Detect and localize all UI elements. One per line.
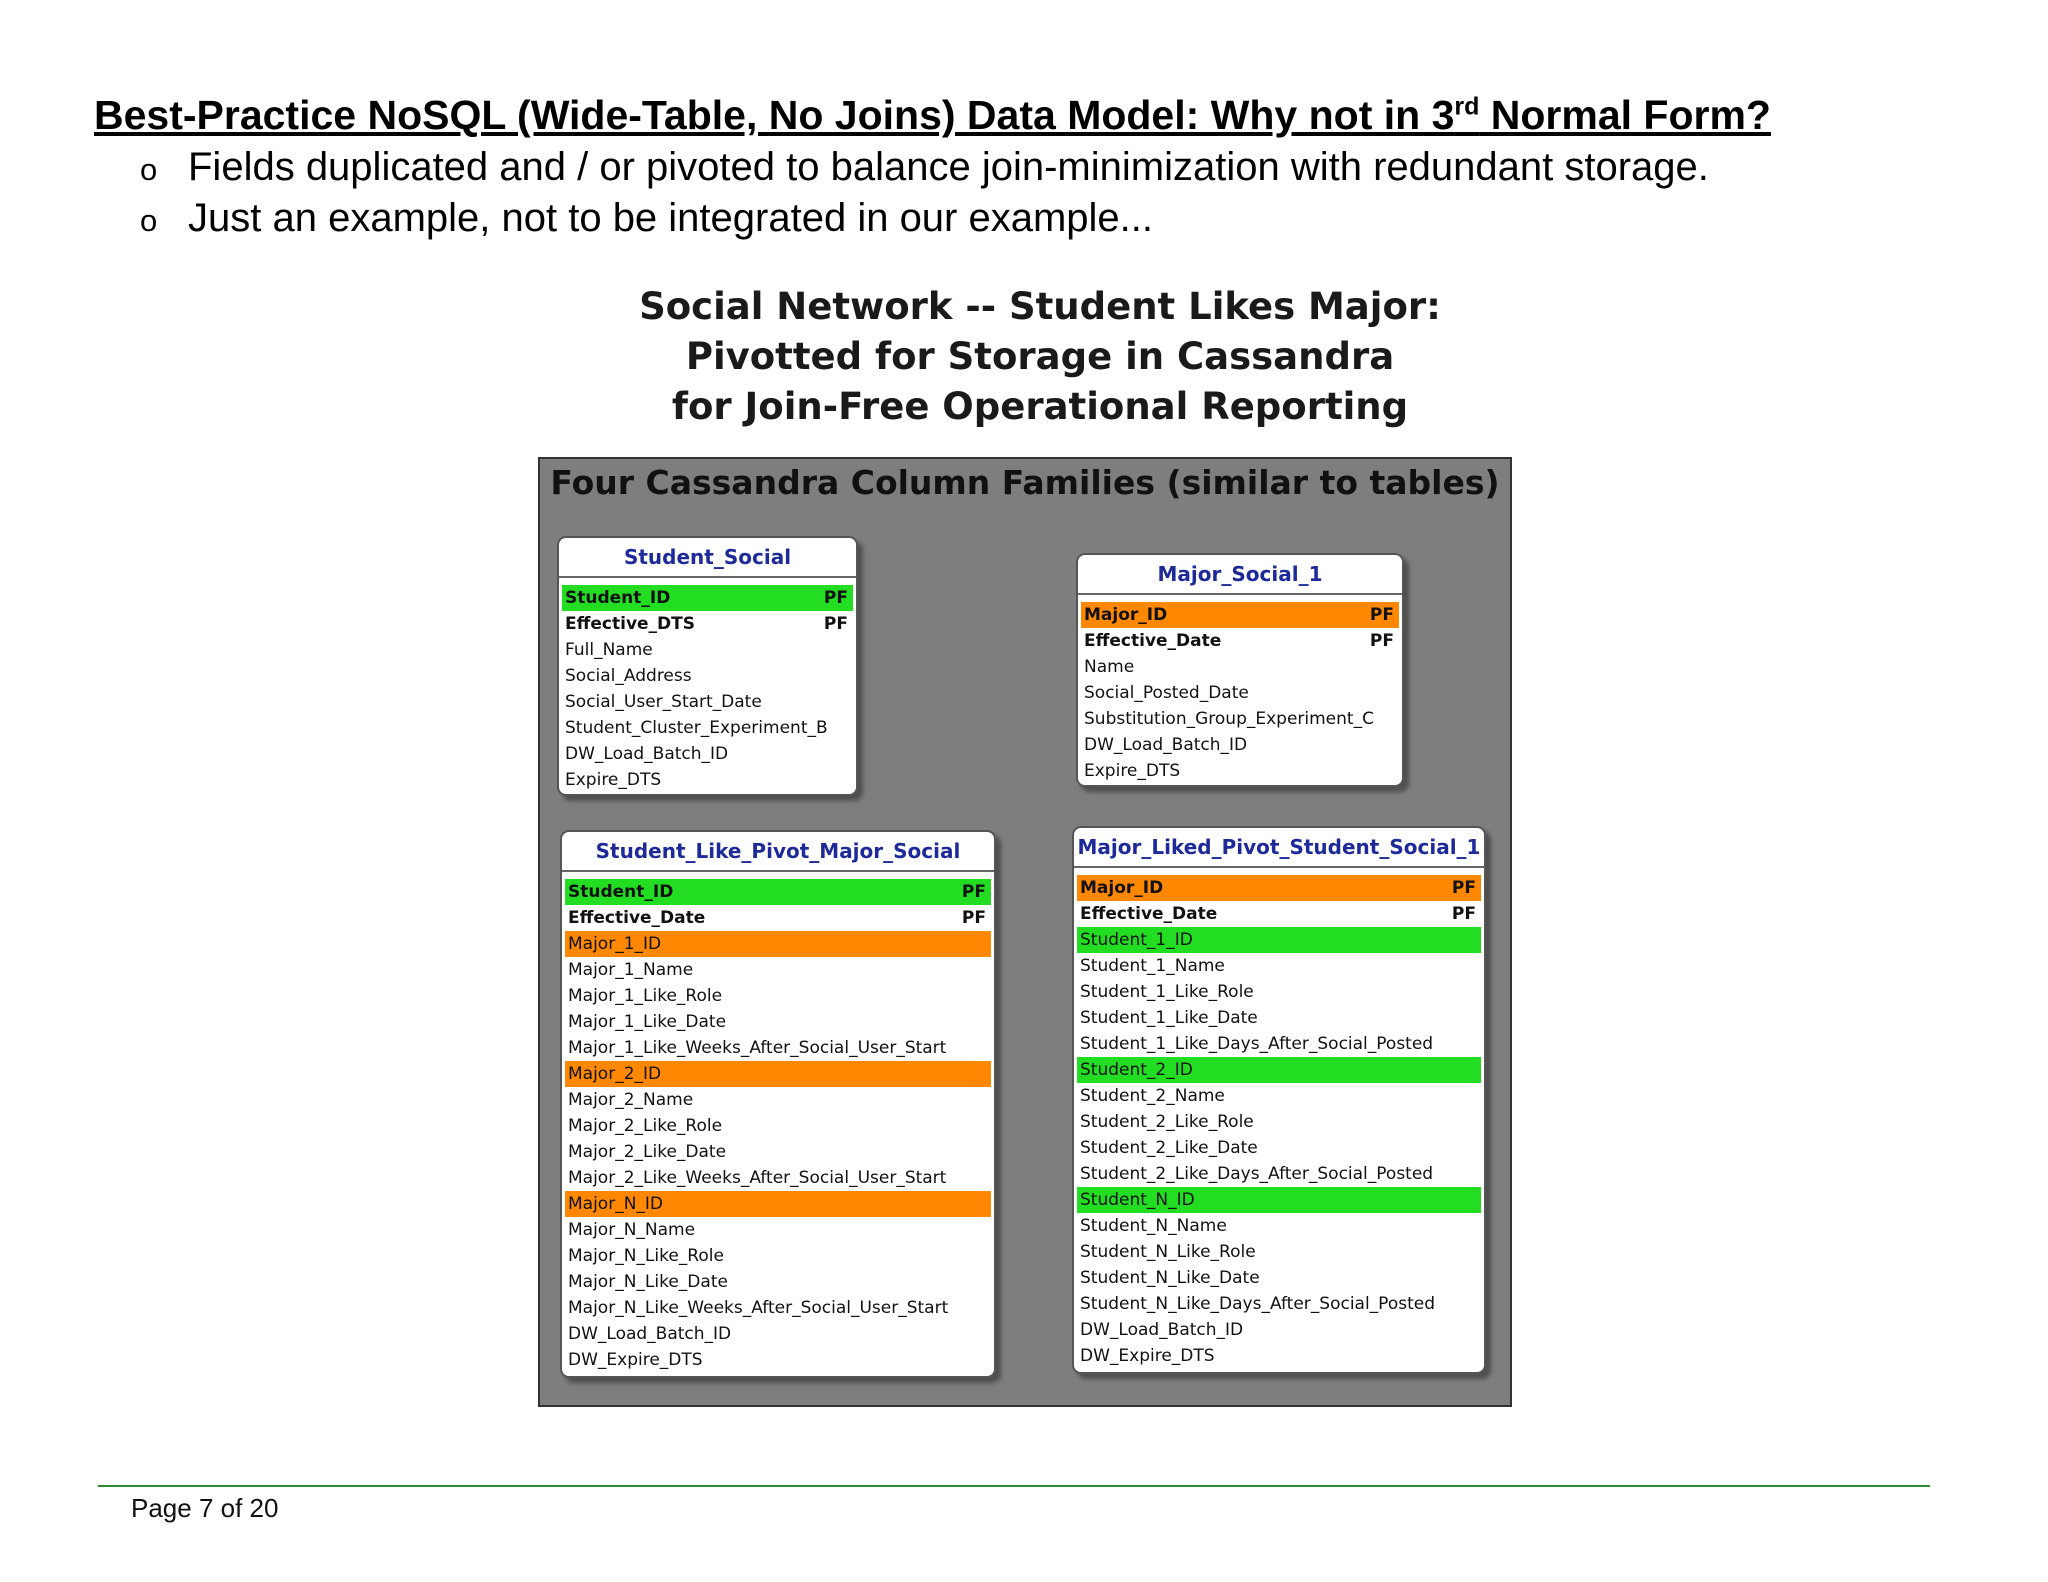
list-item [140,143,1709,194]
entity-field-row [565,983,991,1009]
field-name: Major_N_Like_Role [568,1246,724,1266]
diagram-title: Four Cassandra Column Families (similar to tables) [550,463,1500,502]
bullet-list [140,143,1709,245]
entity-field-row [1077,1005,1481,1031]
entity-field-row [1077,953,1481,979]
entity-field-row [565,905,991,931]
figure-title [590,282,1490,432]
field-name: Major_1_Like_Weeks_After_Social_User_Start [568,1038,947,1058]
entity-field-row [1077,927,1481,953]
heading-suffix: Normal Form? [1479,92,1771,138]
field-name: Student_N_Name [1080,1216,1227,1236]
primary-foreign-key-tag: PF [961,882,986,902]
entity-field-row [565,1295,991,1321]
figure-title-line: Pivotted for Storage in Cassandra [685,335,1395,378]
field-name: Effective_Date [1084,631,1222,651]
entity-field-row [565,1139,991,1165]
field-name: DW_Expire_DTS [568,1350,703,1370]
field-name: Student_1_Like_Date [1080,1008,1258,1028]
field-name: Student_2_Like_Role [1080,1112,1254,1132]
field-name: Full_Name [565,640,653,660]
entity-field-row [1077,875,1481,901]
entity-field-row [1081,706,1399,732]
field-name: Major_N_ID [568,1194,664,1214]
bullet-text: Just an example, not to be integrated in our example... [188,196,1154,240]
heading-superscript: rd [1454,92,1480,121]
field-name: Major_2_Name [568,1090,694,1110]
entity-field-row [565,1191,991,1217]
field-name: Student_ID [568,882,674,902]
entity-field-row [1081,654,1399,680]
entity-field-row [562,767,853,793]
field-name: Social_User_Start_Date [565,692,762,712]
primary-foreign-key-tag: PF [823,614,848,634]
field-name: Major_1_Like_Role [568,986,723,1006]
field-name: Student_1_Like_Days_After_Social_Posted [1080,1034,1434,1054]
field-name: DW_Load_Batch_ID [1080,1320,1244,1340]
entity-field-row [1077,1161,1481,1187]
field-name: Effective_Date [568,908,706,928]
entity-title: Student_Like_Pivot_Major_Social [562,832,994,872]
entity-fields [1078,595,1402,784]
entity-field-row [562,585,853,611]
field-name: Student_1_ID [1080,930,1193,950]
field-name: Student_Cluster_Experiment_B [565,718,828,738]
field-name: Expire_DTS [565,770,662,790]
entity-field-row [1077,1291,1481,1317]
entity-field-row [565,1347,991,1373]
entity-field-row [565,1243,991,1269]
entity-title: Student_Social [559,538,856,578]
list-item [140,194,1709,245]
entity-field-row [565,1035,991,1061]
entity-title: Major_Liked_Pivot_Student_Social_1 [1074,828,1484,868]
entity-field-row [1077,1031,1481,1057]
field-name: Social_Address [565,666,692,686]
bullet-marker: o [140,152,158,187]
entity-field-row [565,931,991,957]
entity-field-row [1077,1083,1481,1109]
field-name: Major_N_Like_Weeks_After_Social_User_Start [568,1298,949,1318]
field-name: Major_N_Like_Date [568,1272,728,1292]
entity-field-row [1077,979,1481,1005]
entity-field-row [1077,1343,1481,1369]
entity-field-row [1081,602,1399,628]
figure-title-line: for Join-Free Operational Reporting [671,385,1409,428]
entity-field-row [1077,901,1481,927]
field-name: DW_Expire_DTS [1080,1346,1215,1366]
entity-field-row [562,689,853,715]
entity-field-row [565,1009,991,1035]
field-name: Student_N_Like_Days_After_Social_Posted [1080,1294,1435,1314]
field-name: Major_2_ID [568,1064,662,1084]
entity-field-row [562,637,853,663]
field-name: Effective_Date [1080,904,1218,924]
primary-foreign-key-tag: PF [1451,904,1476,924]
entity-field-row [562,663,853,689]
field-name: Student_N_Like_Role [1080,1242,1256,1262]
entity-field-row [1077,1317,1481,1343]
entity-student-social [557,536,858,796]
entity-field-row [1081,680,1399,706]
entity-fields [1074,868,1484,1369]
entity-field-row [1081,628,1399,654]
entity-field-row [565,1087,991,1113]
field-name: Major_ID [1080,878,1164,898]
entity-field-row [1077,1057,1481,1083]
field-name: Major_2_Like_Weeks_After_Social_User_Start [568,1168,947,1188]
entity-field-row [562,611,853,637]
data-model-diagram [538,457,1512,1407]
entity-field-row [565,1321,991,1347]
field-name: Name [1084,657,1135,677]
bullet-marker: o [140,203,158,238]
entity-title: Major_Social_1 [1078,555,1402,595]
field-name: Student_N_ID [1080,1190,1195,1210]
field-name: Student_2_ID [1080,1060,1193,1080]
field-name: Student_1_Like_Role [1080,982,1254,1002]
entity-field-row [562,741,853,767]
field-name: Student_N_Like_Date [1080,1268,1260,1288]
bullet-text: Fields duplicated and / or pivoted to balance join-minimization with redundant storage. [188,145,1709,189]
field-name: DW_Load_Batch_ID [1084,735,1248,755]
primary-foreign-key-tag: PF [1451,878,1476,898]
entity-field-row [1077,1109,1481,1135]
field-name: Student_ID [565,588,671,608]
entity-field-row [565,1061,991,1087]
page-heading [94,92,1771,139]
field-name: Major_2_Like_Role [568,1116,723,1136]
footer-divider [98,1485,1930,1487]
figure-title-line: Social Network -- Student Likes Major: [639,285,1441,328]
entity-major-liked-pivot-student-social-1 [1072,826,1486,1374]
entity-field-row [562,715,853,741]
entity-field-row [1077,1239,1481,1265]
field-name: Student_2_Like_Days_After_Social_Posted [1080,1164,1434,1184]
entity-field-row [565,1217,991,1243]
entity-field-row [1077,1187,1481,1213]
primary-foreign-key-tag: PF [1369,605,1394,625]
entity-field-row [565,1269,991,1295]
primary-foreign-key-tag: PF [961,908,986,928]
entity-field-row [565,879,991,905]
entity-field-row [565,957,991,983]
entity-field-row [1081,758,1399,784]
field-name: Major_2_Like_Date [568,1142,727,1162]
field-name: DW_Load_Batch_ID [568,1324,732,1344]
page-number: Page 7 of 20 [131,1493,279,1523]
field-name: Substitution_Group_Experiment_C [1084,709,1374,729]
entity-field-row [1081,732,1399,758]
field-name: Major_1_Name [568,960,694,980]
entity-field-row [565,1165,991,1191]
field-name: Student_2_Like_Date [1080,1138,1258,1158]
field-name: Student_2_Name [1080,1086,1225,1106]
entity-student-like-pivot-major-social [560,830,996,1378]
field-name: DW_Load_Batch_ID [565,744,729,764]
entity-field-row [1077,1265,1481,1291]
field-name: Student_1_Name [1080,956,1225,976]
field-name: Major_1_ID [568,934,662,954]
entity-major-social-1 [1076,553,1404,787]
field-name: Major_ID [1084,605,1168,625]
field-name: Effective_DTS [565,614,696,634]
entity-fields [562,872,994,1373]
field-name: Major_1_Like_Date [568,1012,727,1032]
heading-prefix: Best-Practice NoSQL (Wide-Table, No Joins) Data Model: Why not in 3 [94,92,1455,138]
primary-foreign-key-tag: PF [823,588,848,608]
entity-field-row [1077,1135,1481,1161]
field-name: Social_Posted_Date [1084,683,1249,703]
entity-fields [559,578,856,793]
entity-field-row [565,1113,991,1139]
primary-foreign-key-tag: PF [1369,631,1394,651]
field-name: Major_N_Name [568,1220,696,1240]
entity-field-row [1077,1213,1481,1239]
field-name: Expire_DTS [1084,761,1181,781]
